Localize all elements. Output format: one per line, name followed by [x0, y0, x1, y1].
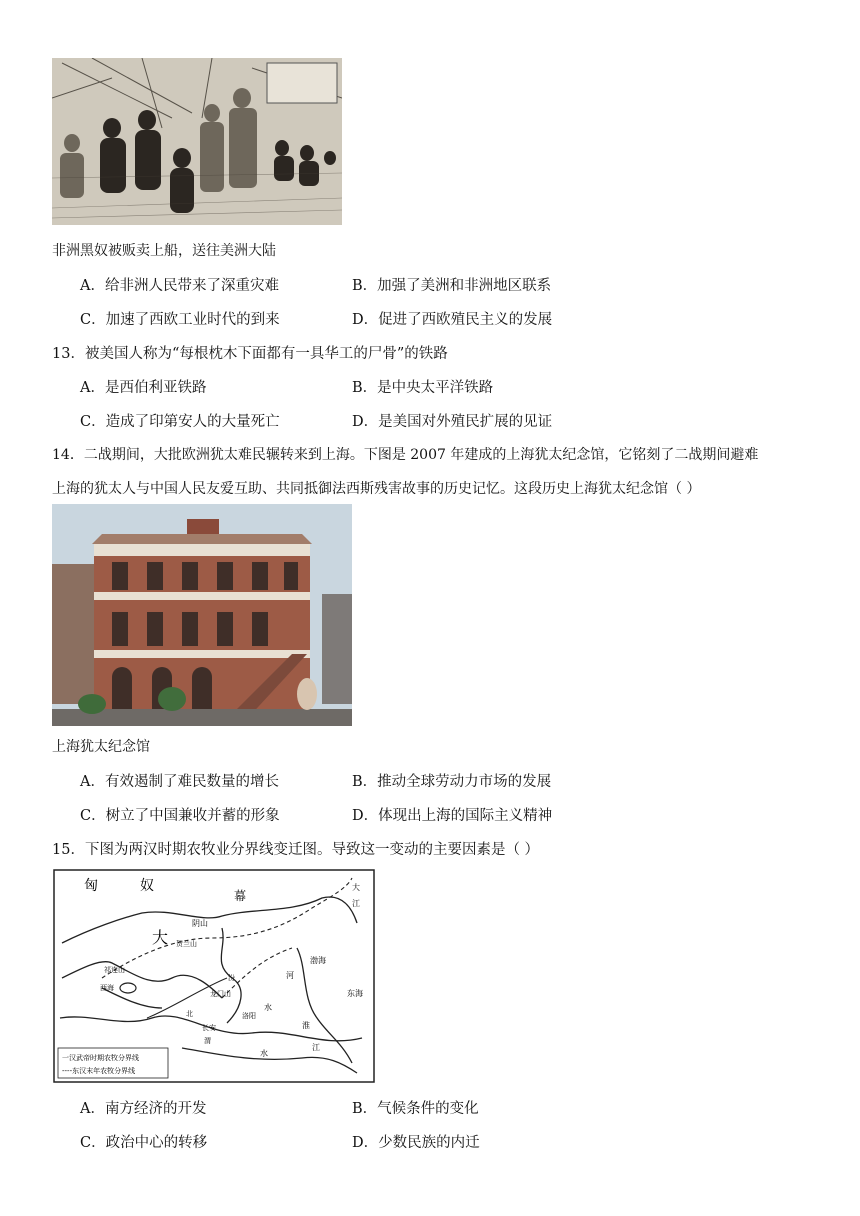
- map-label-xiongnu: 匈: [84, 878, 98, 894]
- map-label-da: 大: [152, 928, 169, 947]
- q14-stem-line1: 14．二战期间，大批欧洲犹太难民辗转来到上海。下图是 2007 年建成的上海犹太纪念馆，它铭刻了二战期间避难: [52, 447, 759, 463]
- q13-option-d[interactable]: D．是美国对外殖民扩展的见证: [352, 414, 553, 430]
- slave-ship-engraving: [52, 58, 342, 225]
- q13-option-a[interactable]: A．是西伯利亚铁路: [80, 380, 207, 396]
- map-label-he: 河: [286, 971, 294, 980]
- map-label-bei: 北: [186, 1010, 193, 1018]
- map-legend-1: 一汉武帝时期农牧分界线: [62, 1054, 139, 1062]
- q15-option-a[interactable]: A．南方经济的开发: [80, 1101, 207, 1117]
- q15-stem: 15．下图为两汉时期农牧业分界线变迁图。导致这一变动的主要因素是（ ）: [52, 842, 540, 858]
- q12-caption: 非洲黑奴被贩卖上船，送往美洲大陆: [52, 243, 276, 259]
- map-label-shui1: 水: [264, 1003, 272, 1012]
- q14-caption: 上海犹太纪念馆: [52, 739, 150, 755]
- q15-option-c[interactable]: C．政治中心的转移: [80, 1135, 208, 1151]
- map-label-nu: 奴: [140, 878, 154, 894]
- map-label-yinshan: 阴山: [192, 919, 208, 928]
- map-label-bohai: 渤海: [310, 956, 326, 965]
- map-label-huai: 淮: [302, 1021, 310, 1030]
- q12-option-b[interactable]: B．加强了美洲和非洲地区联系: [352, 278, 552, 294]
- shanghai-jewish-memorial-photo: [52, 504, 352, 726]
- map-label-mu: 幕: [234, 889, 247, 903]
- q14-option-b[interactable]: B．推动全球劳动力市场的发展: [352, 774, 552, 790]
- map-label-helan: 贺兰山: [176, 940, 197, 948]
- q13-option-b[interactable]: B．是中央太平洋铁路: [352, 380, 494, 396]
- q14-option-a[interactable]: A．有效遏制了难民数量的增长: [80, 774, 279, 790]
- map-legend-2: ----东汉末年农牧分界线: [62, 1067, 136, 1075]
- q14-stem-line2: 上海的犹太人与中国人民友爱互助、共同抵御法西斯残害故事的历史记忆。这段历史上海犹太纪念馆（ ）: [52, 481, 701, 497]
- map-label-wei: 渭: [204, 1037, 211, 1045]
- map-label-luoyang: 洛阳: [242, 1012, 256, 1020]
- q12-option-c[interactable]: C．加速了西欧工业时代的到来: [80, 312, 280, 328]
- q13-stem: 13．被美国人称为“每根枕木下面都有一具华工的尸骨”的铁路: [52, 346, 448, 362]
- map-label-donghai: 东海: [347, 989, 363, 998]
- q14-option-c[interactable]: C．树立了中国兼收并蓄的形象: [80, 808, 280, 824]
- map-label-dalin: 大: [352, 883, 360, 892]
- map-label-xihai: 西海: [100, 984, 114, 992]
- q15-option-b[interactable]: B．气候条件的变化: [352, 1101, 479, 1117]
- map-label-jiang2: 江: [352, 899, 360, 908]
- map-label-jiang: 江: [312, 1043, 320, 1052]
- map-label-fen: 汾: [228, 974, 235, 982]
- q12-option-d[interactable]: D．促进了西欧殖民主义的发展: [352, 312, 553, 328]
- q15-option-d[interactable]: D．少数民族的内迁: [352, 1135, 480, 1151]
- han-dynasty-boundary-map: [52, 868, 376, 1084]
- q14-option-d[interactable]: D．体现出上海的国际主义精神: [352, 808, 553, 824]
- map-label-shui2: 水: [260, 1049, 268, 1058]
- map-label-changan: 长安: [202, 1024, 216, 1032]
- q13-option-c[interactable]: C．造成了印第安人的大量死亡: [80, 414, 280, 430]
- q12-option-a[interactable]: A．给非洲人民带来了深重灾难: [80, 278, 279, 294]
- map-label-qilian: 祁连山: [104, 966, 125, 974]
- map-label-longmen: 龙门山: [210, 990, 231, 998]
